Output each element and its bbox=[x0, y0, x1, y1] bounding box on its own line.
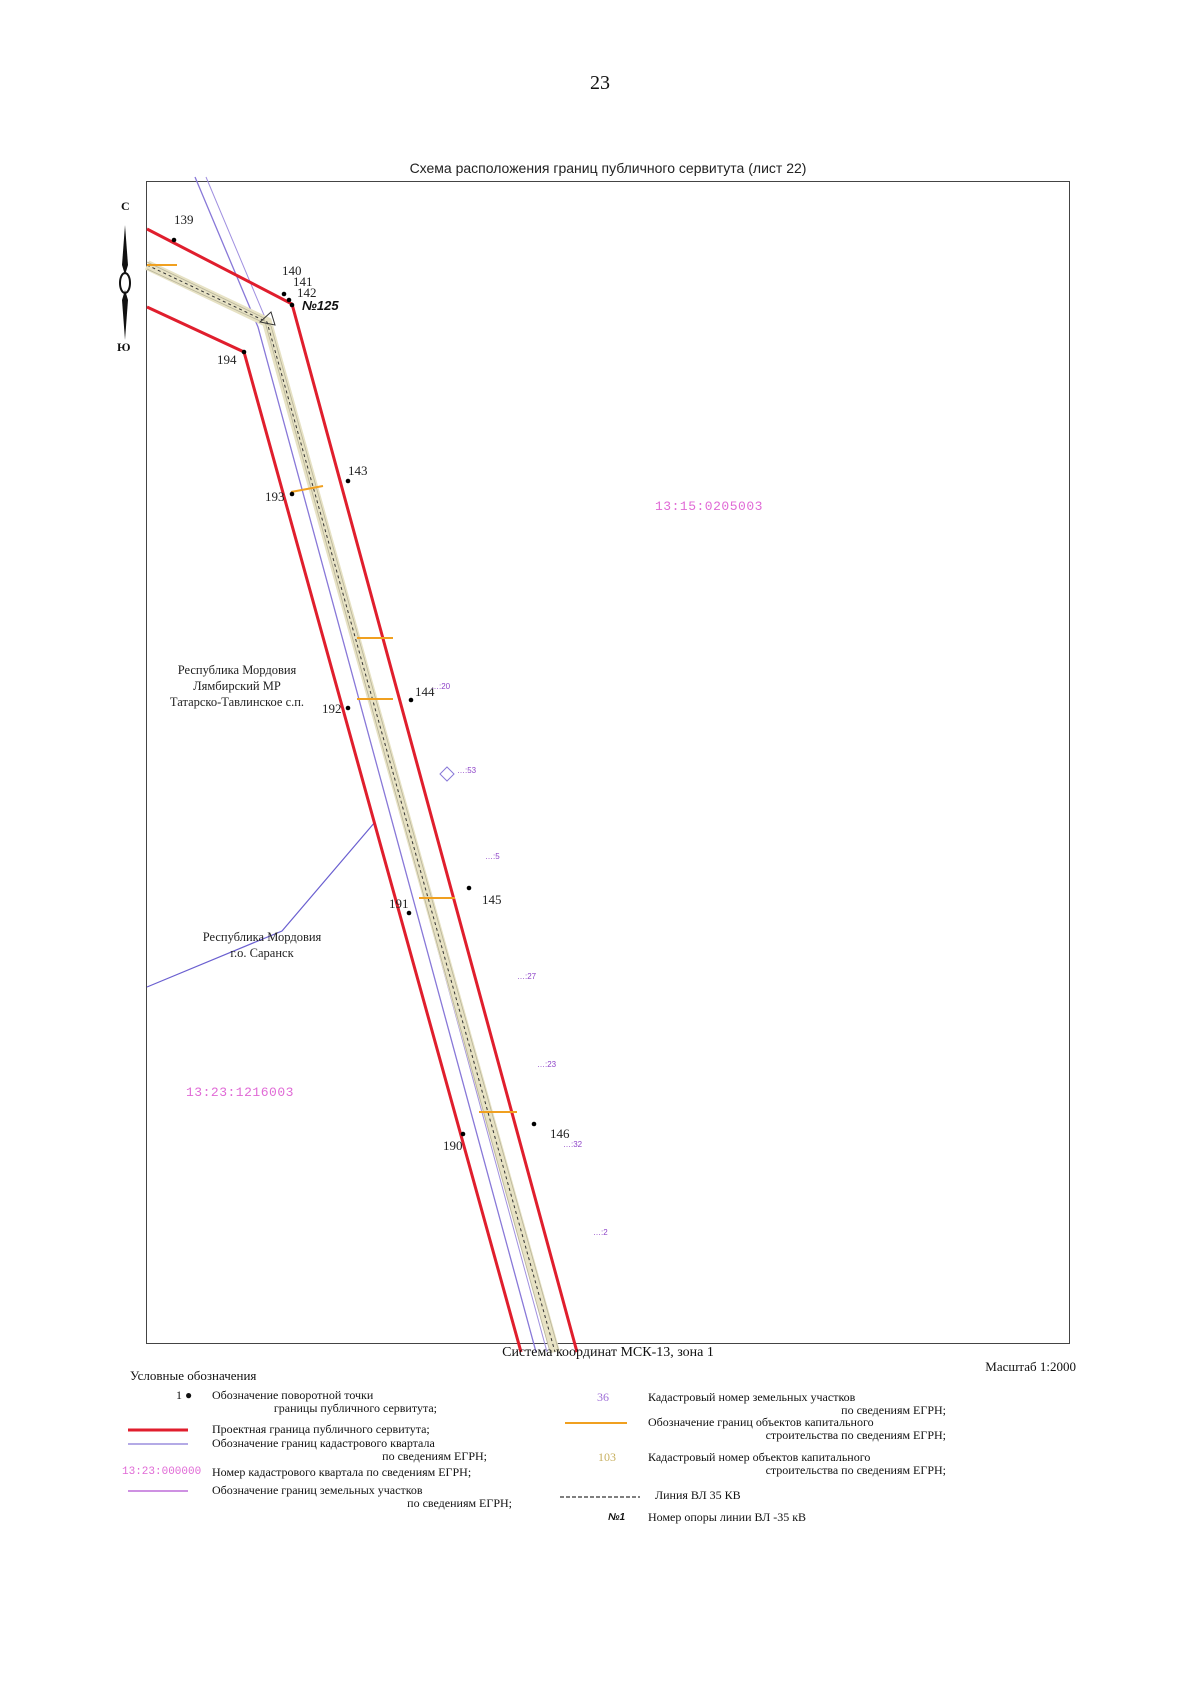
power-line-35kv bbox=[147, 265, 555, 1352]
legend-power-line: Линия ВЛ 35 КВ bbox=[655, 1488, 741, 1502]
legend-easement: Проектная граница публичного сервитута; bbox=[212, 1422, 430, 1436]
legend-quarter: Обозначение границ кадастрового квартала по сведениям ЕГРН; bbox=[212, 1436, 487, 1463]
point-label-140: 140 bbox=[282, 263, 302, 278]
legend-capital-border: Обозначение границ объектов капитального строительства по сведениям ЕГРН; bbox=[648, 1415, 946, 1442]
compass-south: Ю bbox=[117, 340, 131, 354]
parcel-number: …:5 bbox=[485, 852, 500, 861]
parcel-number: …:23 bbox=[537, 1060, 557, 1069]
legend-point: Обозначение поворотной точки границы публичного сервитута; bbox=[212, 1388, 437, 1415]
coordinate-system: Система координат МСК-13, зона 1 bbox=[502, 1345, 714, 1360]
north-arrow-icon bbox=[118, 225, 132, 340]
legend-easement-swatch bbox=[128, 1428, 188, 1432]
point-label-145: 145 bbox=[482, 892, 502, 907]
legend-parcel-border-swatch bbox=[128, 1489, 188, 1493]
power-line-edge-right bbox=[147, 269, 559, 1352]
legend-quarter-number: Номер кадастрового квартала по сведениям ЕГРН; bbox=[212, 1465, 472, 1479]
point-label-143: 143 bbox=[348, 463, 368, 478]
legend-quarter-number-sample: 13:23:000000 bbox=[122, 1466, 202, 1478]
cadastral-block-label: 13:15:0205003 bbox=[655, 499, 763, 514]
power-line-edge-left bbox=[147, 262, 550, 1352]
legend-support: Номер опоры линии ВЛ -35 кВ bbox=[648, 1510, 807, 1524]
municipal-boundary bbox=[147, 822, 375, 987]
parcel-number: …:2 bbox=[593, 1228, 608, 1237]
compass-north: С bbox=[121, 199, 130, 213]
parcel-number: …:32 bbox=[563, 1140, 583, 1149]
point-label-194: 194 bbox=[217, 352, 237, 367]
point-label-141: 141 bbox=[293, 274, 313, 289]
area-label-lyambir: Республика Мордовия Лямбирский МР Татарско-Тавлинское с.п. bbox=[169, 663, 305, 709]
point-label-190: 190 bbox=[443, 1138, 463, 1153]
legend-capital-number-sample: 103 bbox=[598, 1450, 616, 1464]
legend-parcel-number-sample: 36 bbox=[597, 1390, 609, 1404]
legend-quarter-swatch bbox=[128, 1442, 188, 1446]
map-title: Схема расположения границ публичного сервитута (лист 22) bbox=[409, 160, 807, 176]
power-line-corridor bbox=[147, 265, 555, 1352]
support-number-label: №125 bbox=[302, 298, 339, 313]
parcel-number: …:53 bbox=[457, 766, 477, 775]
parcel-number: …:20 bbox=[431, 682, 451, 691]
area-label-saransk: Республика Мордовия г.о. Саранск bbox=[202, 930, 322, 960]
parcel-marker bbox=[440, 767, 454, 781]
turning-point-icon: ● bbox=[185, 1388, 193, 1402]
legend-parcel-border: Обозначение границ земельных участков по сведениям ЕГРН; bbox=[212, 1483, 512, 1510]
map-drawing bbox=[147, 182, 1071, 1345]
legend-point-sample: 1 ● bbox=[176, 1388, 193, 1402]
map-scale: Масштаб 1:2000 bbox=[985, 1359, 1076, 1374]
quarter-boundary bbox=[195, 177, 536, 1352]
point-label-144: 144 bbox=[415, 684, 435, 699]
legend-title: Условные обозначения bbox=[130, 1368, 257, 1383]
point-label-193: 193 bbox=[265, 489, 285, 504]
cadastral-block-label: 13:23:1216003 bbox=[186, 1085, 294, 1100]
point-label-142: 142 bbox=[297, 285, 317, 300]
point-label-192: 192 bbox=[322, 701, 342, 716]
legend-support-sample: №1 bbox=[608, 1512, 626, 1523]
legend-capital-number: Кадастровый номер объектов капитального строительства по сведениям ЕГРН; bbox=[648, 1450, 946, 1477]
legend-capital-border-swatch bbox=[565, 1421, 627, 1425]
page-number: 23 bbox=[590, 72, 610, 94]
point-label-139: 139 bbox=[174, 212, 194, 227]
parcel-number: …:27 bbox=[517, 972, 537, 981]
point-label-191: 191 bbox=[389, 896, 409, 911]
point-label-146: 146 bbox=[550, 1126, 570, 1141]
legend-parcel-number: Кадастровый номер земельных участков по сведениям ЕГРН; bbox=[648, 1390, 946, 1417]
map-frame bbox=[121, 181, 1070, 1344]
legend-power-line-swatch bbox=[560, 1494, 640, 1500]
